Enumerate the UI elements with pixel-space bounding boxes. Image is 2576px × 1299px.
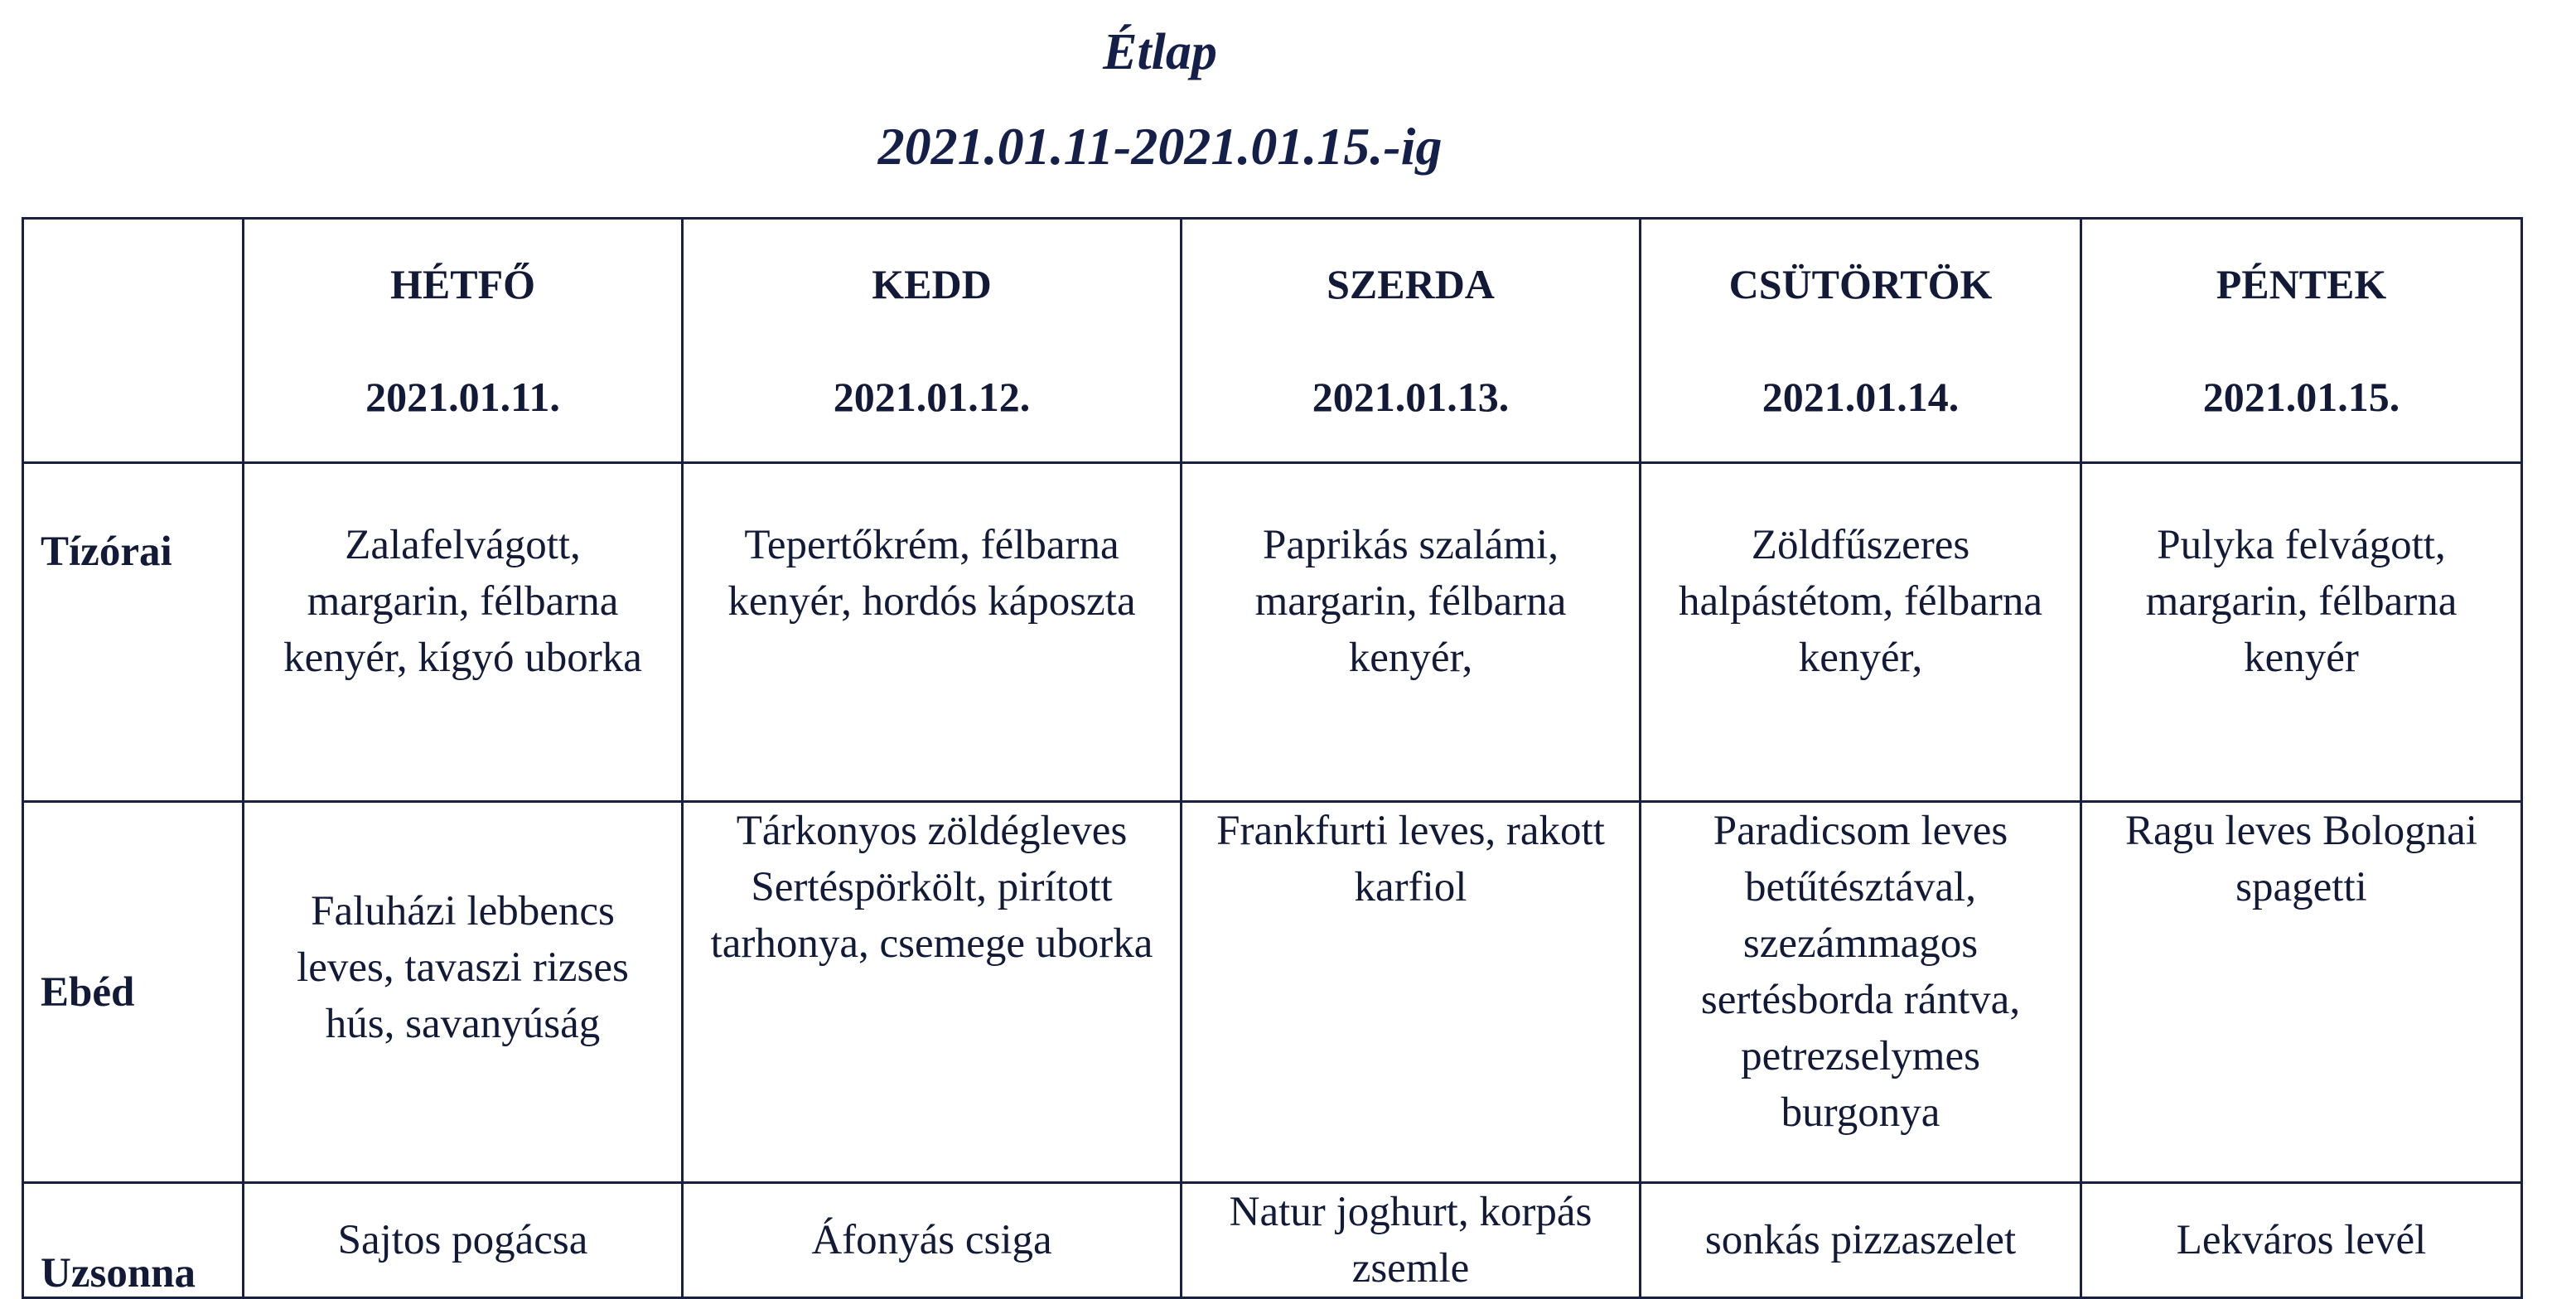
- date-range: 2021.01.11-2021.01.15.-ig: [877, 117, 1443, 176]
- day-header-tuesday: [683, 219, 1182, 463]
- menu-cell-friday: Ragu leves Bolognai spagetti: [2081, 802, 2522, 1183]
- corner-cell: [23, 219, 244, 463]
- day-date: 2021.01.11.: [365, 374, 560, 420]
- day-name: CSÜTÖRTÖK: [1728, 261, 1993, 307]
- row-label: Ebéd: [23, 802, 244, 1183]
- table-row-tizorai: [23, 463, 2522, 802]
- menu-title: Étlap: [1103, 24, 1217, 80]
- menu-cell-monday: Zalafelvágott, margarin, félbarna kenyér, kígyó uborka: [244, 463, 683, 802]
- day-date: 2021.01.14.: [1762, 374, 1960, 420]
- menu-cell-thursday: Paradicsom leves betűtésztával, szezámmagos sertésborda rántva, petrezselymes burgonya: [1641, 802, 2081, 1183]
- menu-cell-tuesday: Áfonyás csiga: [683, 1183, 1182, 1298]
- menu-cell-friday: Lekváros levél: [2081, 1183, 2522, 1298]
- day-date: 2021.01.12.: [833, 374, 1031, 420]
- row-label: Uzsonna: [23, 1183, 244, 1298]
- table-row-ebed: [23, 802, 2522, 1183]
- header-row: [23, 219, 2522, 463]
- menu-cell-thursday: sonkás pizzaszelet: [1641, 1183, 2081, 1298]
- weekly-menu-table: [22, 217, 2523, 1299]
- menu-cell-wednesday: Frankfurti leves, rakott karfiol: [1182, 802, 1641, 1183]
- menu-cell-wednesday: Natur joghurt, korpás zsemle: [1182, 1183, 1641, 1298]
- day-name: KEDD: [872, 261, 992, 307]
- day-header-monday: [244, 219, 683, 463]
- day-header-wednesday: [1182, 219, 1641, 463]
- menu-cell-thursday: Zöldfűszeres halpástétom, félbarna kenyér,: [1641, 463, 2081, 802]
- day-name: SZERDA: [1327, 261, 1495, 307]
- row-label: Tízórai: [23, 463, 244, 802]
- menu-cell-friday: Pulyka felvágott, margarin, félbarna kenyér: [2081, 463, 2522, 802]
- menu-cell-tuesday: Tepertőkrém, félbarna kenyér, hordós káposzta: [683, 463, 1182, 802]
- day-name: PÉNTEK: [2216, 261, 2387, 307]
- menu-cell-tuesday: Tárkonyos zöldégleves Sertéspörkölt, pirított tarhonya, csemege uborka: [683, 802, 1182, 1183]
- day-date: 2021.01.15.: [2202, 374, 2400, 420]
- table-row-uzsonna: [23, 1183, 2522, 1298]
- menu-cell-monday: Sajtos pogácsa: [244, 1183, 683, 1298]
- day-header-friday: [2081, 219, 2522, 463]
- day-header-thursday: [1641, 219, 2081, 463]
- menu-cell-wednesday: Paprikás szalámi, margarin, félbarna kenyér,: [1182, 463, 1641, 802]
- day-name: HÉTFŐ: [389, 261, 536, 307]
- day-date: 2021.01.13.: [1312, 374, 1510, 420]
- menu-cell-monday: Faluházi lebbencs leves, tavaszi rizses hús, savanyúság: [244, 802, 683, 1183]
